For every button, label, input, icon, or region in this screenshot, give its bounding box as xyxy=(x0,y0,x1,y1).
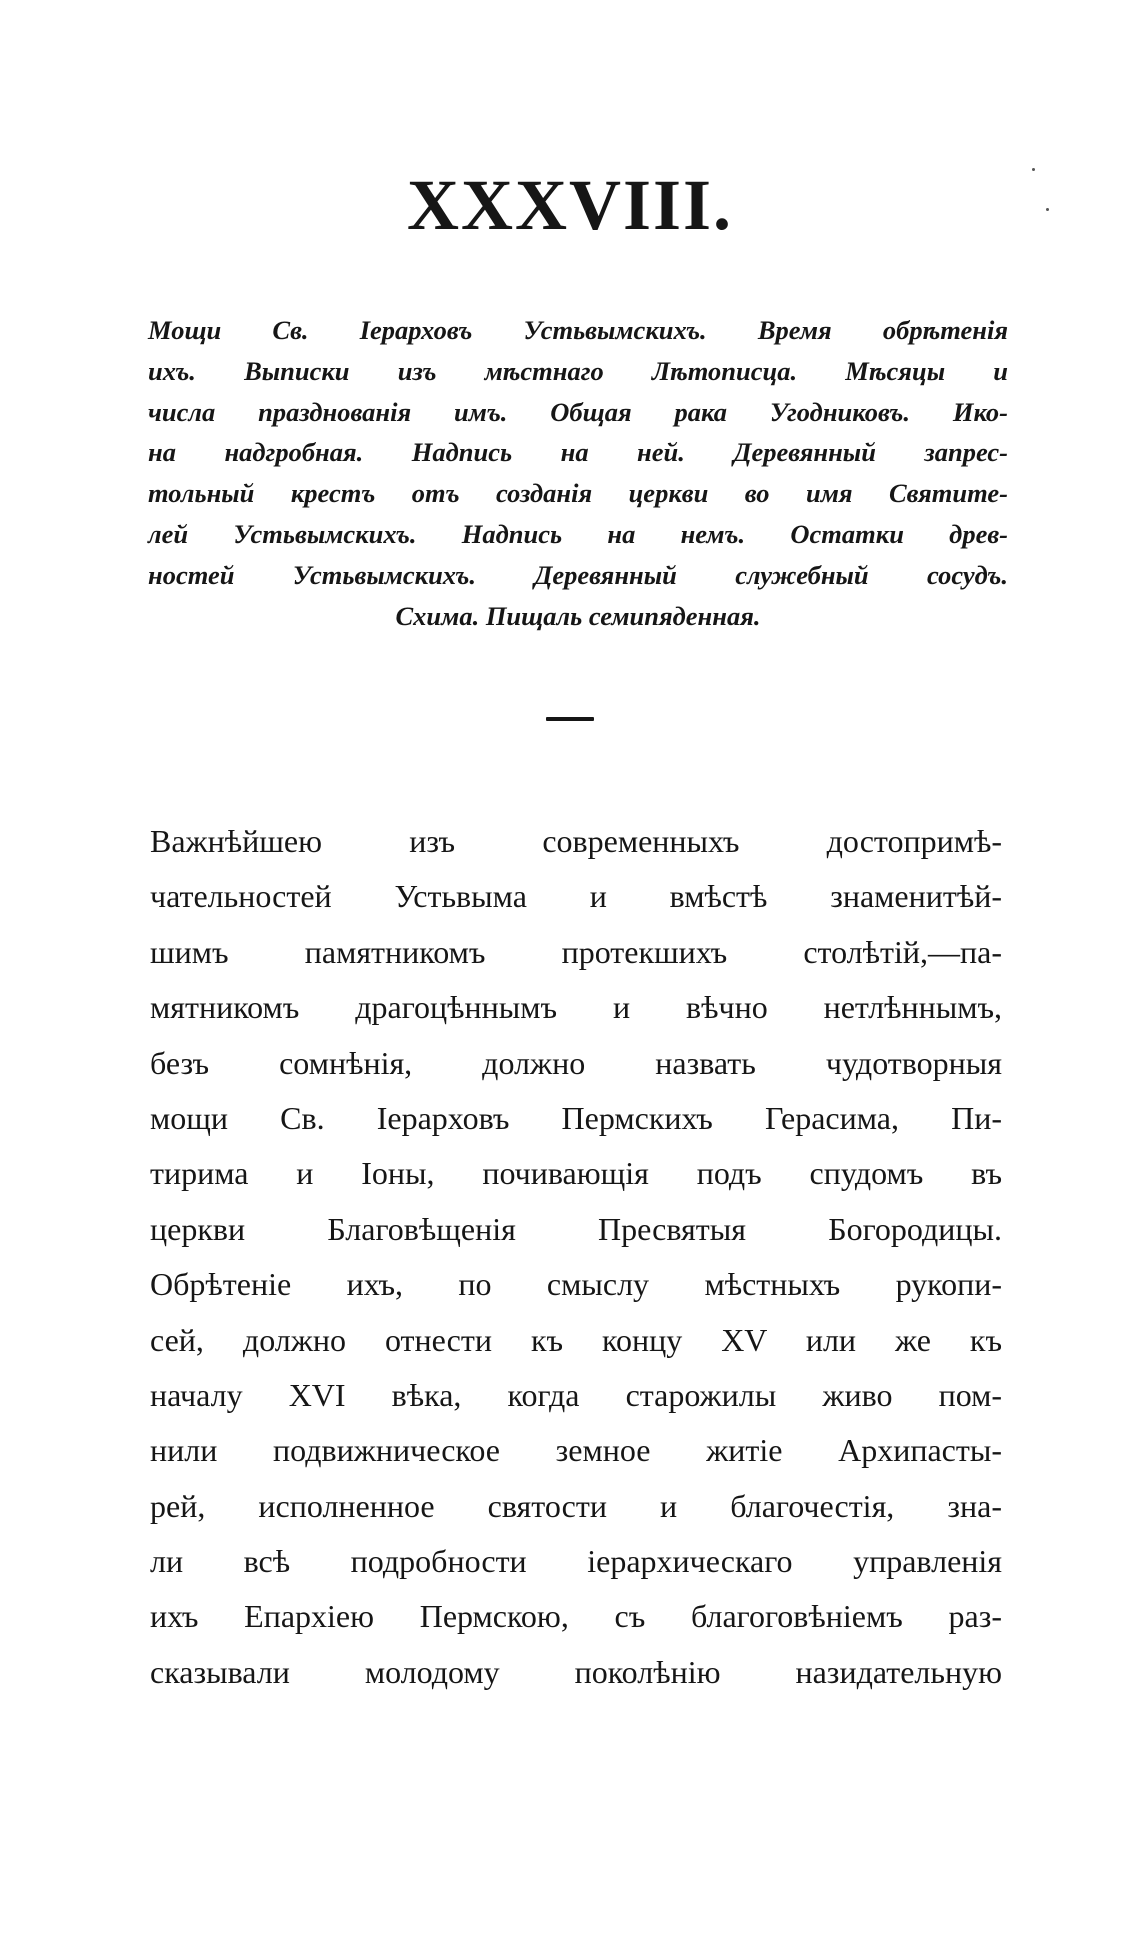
body-line: Обрѣтеніе ихъ, по смыслу мѣстныхъ рукопи- xyxy=(150,1266,1002,1303)
body-line: Важнѣйшею изъ современныхъ достопримѣ- xyxy=(150,823,1002,859)
body-line: ихъ Епархіею Пермскою, съ благоговѣніемъ раз- xyxy=(150,1598,1002,1635)
summary-line: ихъ. Выписки изъ мѣстнаго Лѣтописца. Мѣсяцы и xyxy=(148,355,1008,386)
chapter-numeral: XXXVIII. xyxy=(406,165,734,245)
summary-line: Мощи Св. Іерарховъ Устьвымскихъ. Время обрѣтенія xyxy=(148,315,1008,345)
summary-line: числа празднованія имъ. Общая рака Угодниковъ. Ико- xyxy=(148,396,1008,427)
body-line: ли всѣ подробности іерархическаго управленія xyxy=(150,1543,1002,1580)
summary-line: тольный крестъ отъ созданія церкви во имя Святите- xyxy=(148,478,1008,509)
body-line: сказывали молодому поколѣнію назидательную xyxy=(150,1653,1002,1690)
summary-line: на надгробная. Надпись на ней. Деревянный запрес- xyxy=(148,437,1008,468)
body-line: нили подвижническое земное житіе Архипасты- xyxy=(150,1432,1002,1469)
body-text xyxy=(150,814,1002,1700)
body-line: чательностей Устьвыма и вмѣстѣ знаменитѣй- xyxy=(150,878,1002,915)
body-line: мятникомъ драгоцѣннымъ и вѣчно нетлѣннымъ, xyxy=(150,989,1002,1026)
body-line: церкви Благовѣщенія Пресвятыя Богородицы. xyxy=(150,1210,1002,1247)
body-line: началу XVI вѣка, когда старожилы живо пом- xyxy=(150,1376,1002,1413)
body-line: сей, должно отнести къ концу XV или же къ xyxy=(150,1321,1002,1358)
body-line: мощи Св. Іерарховъ Пермскихъ Герасима, Пи- xyxy=(150,1099,1002,1136)
summary-line: лей Устьвымскихъ. Надпись на немъ. Остатки древ- xyxy=(148,518,1008,549)
body-line: шимъ памятникомъ протекшихъ столѣтій,—па- xyxy=(150,933,1002,970)
body-line: рей, исполненное святости и благочестія, зна- xyxy=(150,1487,1002,1524)
print-speck xyxy=(1046,208,1049,211)
print-speck xyxy=(1032,168,1035,171)
summary-line: ностей Устьвымскихъ. Деревянный служебный сосудъ. xyxy=(148,559,1008,590)
body-line: безъ сомнѣнія, должно назвать чудотворныя xyxy=(150,1044,1002,1081)
section-divider xyxy=(546,717,594,721)
summary-line: Схима. Пищаль семипяденная. xyxy=(395,600,761,631)
chapter-summary xyxy=(148,310,1008,636)
body-line: тирима и Іоны, почивающія подъ спудомъ въ xyxy=(150,1155,1002,1192)
